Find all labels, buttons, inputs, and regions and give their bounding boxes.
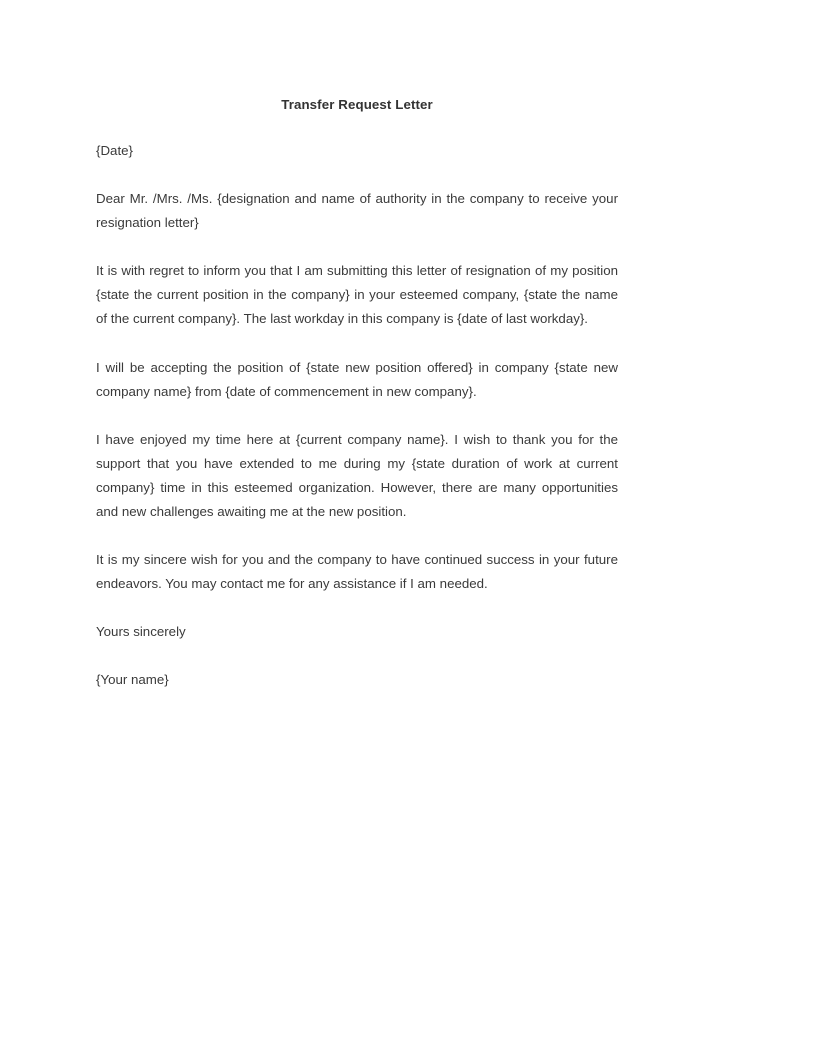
letter-salutation: Dear Mr. /Mrs. /Ms. {designation and name of authority in the company to receive your resignation letter}	[96, 191, 618, 231]
letter-signature: {Your name}	[96, 672, 169, 688]
letter-page	[96, 94, 618, 717]
letter-paragraph: I will be accepting the position of {state new position offered} in company {state new company name} from {date of commencement in new company}.	[96, 359, 618, 399]
letter-paragraph: It is my sincere wish for you and the company to have continued success in your future endeavors. You may contact me for any assistance if I am needed.	[96, 552, 618, 592]
letter-paragraph: I have enjoyed my time here at {current company name}. I wish to thank you for the support that you have extended to me during my {state duration of work at current company} time in this esteemed organization. However, there are many opportunities and new challenges awaiting me at the new position.	[96, 431, 618, 520]
letter-closing: Yours sincerely	[96, 624, 186, 640]
letter-title: Transfer Request Letter	[281, 97, 433, 112]
letter-paragraph: It is with regret to inform you that I am submitting this letter of resignation of my position {state the current position in the company} in your esteemed company, {state the name of the current company}. The last workday in this company is {date of last workday}.	[96, 263, 618, 327]
letter-date: {Date}	[96, 143, 133, 158]
